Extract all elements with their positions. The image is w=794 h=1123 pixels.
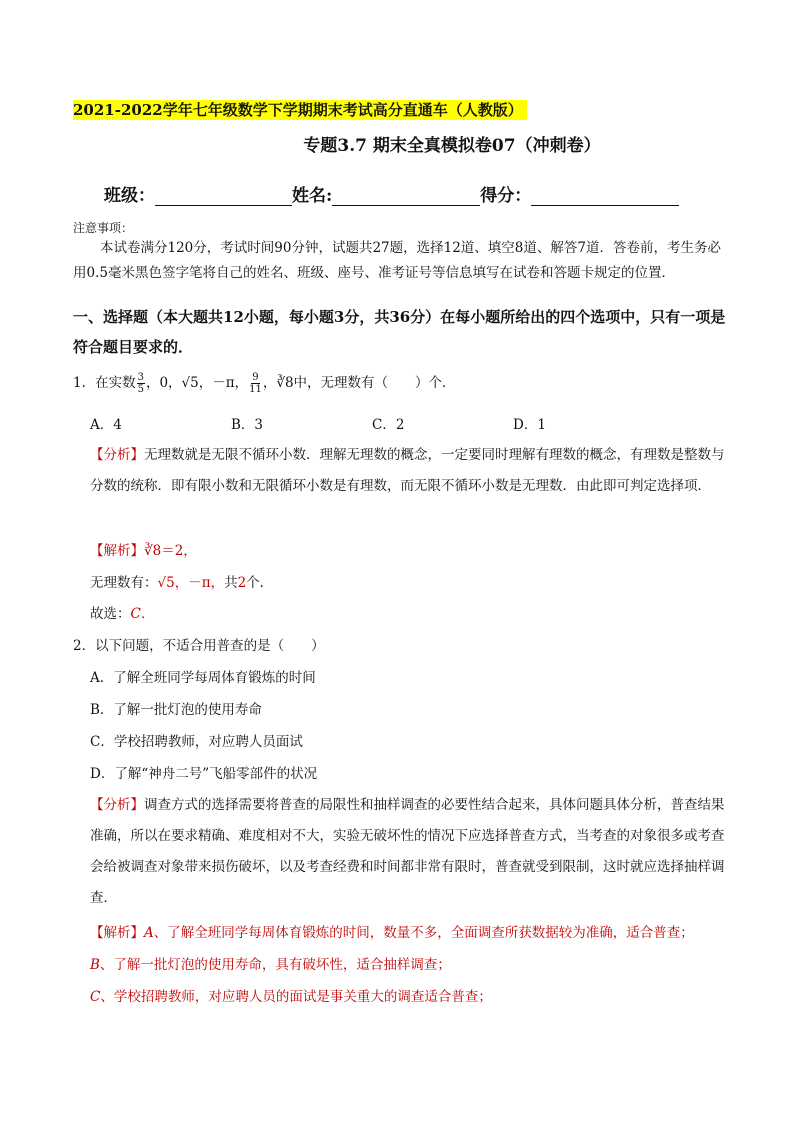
question-2-option-b[interactable]: B．了解一批灯泡的使用寿命 [90,702,262,718]
question-2-analysis [90,790,725,914]
fraction-denominator: 11 [249,384,262,395]
solution-c-text: 、学校招聘教师，对应聘人员的面试是事关重大的调查适合普查； [100,989,492,1005]
solution-tag: 【解析】 [90,925,144,941]
question-1-irrationals [90,572,273,594]
notice-heading: 注意事项： [73,221,134,235]
name-label: 姓名: [292,186,333,206]
answer-prefix: 故选： [90,606,131,622]
score-blank[interactable] [531,187,679,206]
question-1-options [90,413,654,433]
score-label: 得分： [480,186,532,206]
irrationals-end: 个． [246,575,274,591]
question-2-solution-b [90,954,451,976]
analysis-text: 无理数就是无限不循环小数．理解无理数的概念，一定要同时理解有理数的概念，有理数是整数与分数的统称．即有限小数和无限循环小数是有理数，而无限不循环小数是无理数．由此即可判定选择项． [90,447,725,494]
fraction-3-5 [137,372,145,395]
question-1-stem [73,372,456,395]
series-title: 2021-2022学年七年级数学下学期期末考试高分直通车（人教版） [73,100,527,120]
document-title: 专题3.7 期末全真模拟卷07（冲刺卷） [303,136,601,156]
question-2-option-d[interactable]: D．了解“神舟二号”飞船零部件的状况 [90,766,318,782]
question-1-suffix: ，∛8中，无理数有（ ）个． [262,375,456,391]
question-1-middle: ，0，√5，－π， [145,375,249,391]
question-1-solution [90,540,197,562]
name-blank[interactable] [332,187,480,206]
fraction-denominator: 5 [137,384,144,395]
question-2-stem: 2．以下问题，不适合用普查的是（ ） [73,638,325,654]
solution-a-letter: A [144,925,154,941]
solution-math: ∛8＝2， [144,543,197,559]
question-2-option-a[interactable]: A．了解全班同学每周体育锻炼的时间 [90,670,316,686]
section-heading: 一、选择题（本大题共12小题，每小题3分，共36分）在每小题所给出的四个选项中，只有一项是符合题目要求的． [73,308,726,356]
option-c[interactable]: C．2 [372,417,405,433]
solution-b-text: 、了解一批灯泡的使用寿命，具有破坏性，适合抽样调查； [99,957,451,973]
option-b[interactable]: B．3 [231,417,264,433]
irrationals-prefix: 无理数有： [90,575,158,591]
solution-c-letter: C [90,989,101,1005]
question-1-prefix: 1．在实数 [73,375,136,391]
analysis-tag: 【分析】 [90,797,144,813]
fraction-numerator: 9 [252,372,259,383]
irrationals-mid: 共 [224,575,238,591]
analysis-text: 调查方式的选择需要将普查的局限性和抽样调查的必要性结合起来，具体问题具体分析，普查结果准确，所以在要求精确、难度相对不大，实验无破坏性的情况下应选择普查方式，当考查的对象很多或考查会给被调查对象带来损伤破坏，以及考查经费和时间都非常有限时，普查就受到限制，这时就应选择抽样调查． [90,797,725,906]
class-blank[interactable] [155,187,292,206]
class-label: 班级： [104,186,155,206]
analysis-tag: 【分析】 [90,447,144,463]
answer-value: C． [130,606,155,622]
solution-tag: 【解析】 [90,543,144,559]
question-1-analysis [90,440,725,502]
fraction-9-11 [249,372,262,395]
solution-a-text: 、了解全班同学每周体育锻炼的时间，数量不多，全面调查所获数据较为准确，适合普查； [153,925,694,941]
option-a[interactable]: A．4 [90,417,122,433]
fraction-numerator: 3 [137,372,144,383]
solution-b-letter: B [90,957,100,973]
option-d[interactable]: D．1 [513,417,546,433]
notice-body: 本试卷满分120分，考试时间90分钟，试题共27题，选择12道、填空8道、解答7道．答卷前，考生务必用0.5毫米黑色签字笔将自己的姓名、班级、座号、准考证号等信息填写在试卷和答题卡规定的位置． [73,240,721,281]
irrationals-math: √5，－π， [157,575,225,591]
question-2-option-c[interactable]: C．学校招聘教师，对应聘人员面试 [90,734,303,750]
question-2-solution-a [90,922,694,944]
student-info-fields [104,180,679,206]
question-1-answer [90,603,154,625]
irrationals-count: 2 [237,575,247,591]
question-2-solution-c [90,986,492,1008]
